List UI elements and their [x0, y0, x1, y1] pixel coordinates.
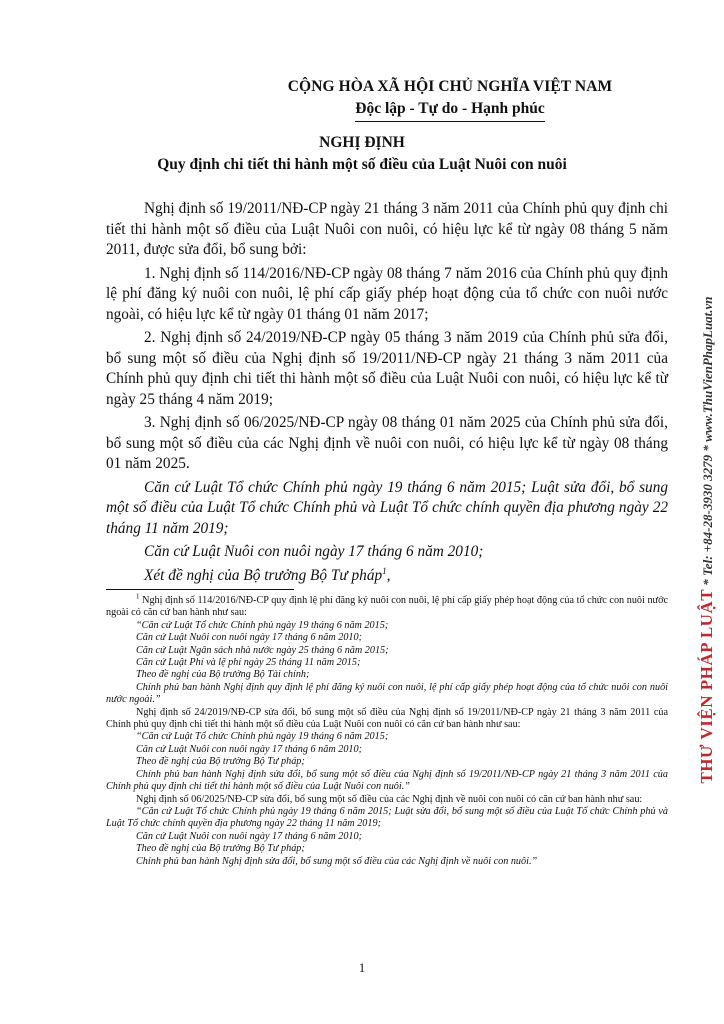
- watermark-brand: THƯ VIỆN PHÁP LUẬT: [697, 588, 716, 784]
- footnote-line: “Căn cứ Luật Tổ chức Chính phủ ngày 19 tháng 6 năm 2015; Luật sửa đổi, bổ sung một số điều của Luật Tổ chức Chính phủ và Luật Tổ chức chính quyền địa phương ngày 22 tháng 11 năm 2019;: [106, 805, 668, 830]
- footnote-1-intro: [106, 592, 668, 620]
- page-number: 1: [358, 960, 366, 975]
- footnote-line: Căn cứ Luật Ngân sách nhà nước ngày 25 tháng 6 năm 2015;: [136, 644, 389, 656]
- footnote-line: Chính phủ ban hành Nghị định quy định lệ phí đăng ký nuôi con nuôi, lệ phí cấp giấy phép hoạt động của tổ chức nuôi con nuôi nước ngoài.”: [106, 681, 668, 706]
- amendment-item-2: 2. Nghị định số 24/2019/NĐ-CP ngày 05 tháng 3 năm 2019 của Chính phủ sửa đổi, bổ sung một số điều của Nghị định số 19/2011/NĐ-CP ngày 21 tháng 3 năm 2011 của Chính phủ quy định chi tiết thi hành một số điều của Luật Nuôi con nuôi, có hiệu lực kể từ ngày 25 tháng 4 năm 2019;: [106, 329, 668, 408]
- footnote-ref[interactable]: 1: [382, 565, 387, 576]
- nation-name: CỘNG HÒA XÃ HỘI CHỦ NGHĨA VIỆT NAM: [287, 78, 613, 95]
- national-header: [254, 76, 646, 122]
- side-watermark: [690, 200, 724, 880]
- footnotes: [106, 592, 668, 868]
- footnote-line: Căn cứ Luật Nuôi con nuôi ngày 17 tháng 6 năm 2010;: [136, 743, 362, 755]
- document-body: [106, 199, 668, 589]
- footnote-divider: [106, 589, 294, 590]
- footnote-line: Căn cứ Luật Nuôi con nuôi ngày 17 tháng 6 năm 2010;: [136, 632, 362, 644]
- amendment-item-1: 1. Nghị định số 114/2016/NĐ-CP ngày 08 tháng 7 năm 2016 của Chính phủ quy định lệ phí đăng ký nuôi con nuôi, lệ phí cấp giấy phép hoạt động của tổ chức con nuôi nước ngoài, có hiệu lực kể từ ngày 01 tháng 01 năm 2017;: [106, 264, 668, 323]
- legal-basis-3-text: Xét đề nghị của Bộ trưởng Bộ Tư pháp: [144, 566, 383, 584]
- footnote-line: Chính phủ ban hành Nghị định sửa đổi, bổ sung một số điều của các Nghị định về nuôi con nuôi.”: [136, 855, 538, 867]
- legal-basis-3-end: ,: [386, 566, 391, 584]
- footnote-line: Theo đề nghị của Bộ trưởng Bộ Tài chính;: [136, 669, 310, 681]
- footnote-1-intro-text: Nghị định số 114/2016/NĐ-CP quy định lệ phí đăng ký nuôi con nuôi, lệ phí cấp giấy phép hoạt động của tổ chức con nuôi nước ngoài có căn cứ ban hành như sau:: [106, 595, 668, 619]
- footnote-line: Căn cứ Luật Phí và lệ phí ngày 25 tháng 11 năm 2015;: [136, 657, 361, 669]
- document-title: [80, 132, 644, 176]
- footnote-line: “Căn cứ Luật Tổ chức Chính phủ ngày 19 tháng 6 năm 2015;: [136, 731, 389, 743]
- footnote-3-intro: Nghị định số 06/2025/NĐ-CP sửa đổi, bổ sung một số điều của các Nghị định về nuôi con nuôi có căn cứ ban hành như sau:: [136, 793, 643, 805]
- watermark-text: [697, 296, 717, 783]
- amendment-item-3: 3. Nghị định số 06/2025/NĐ-CP ngày 08 tháng 01 năm 2025 của Chính phủ sửa đổi, bổ sung một số điều của các Nghị định về nuôi con nuôi, có hiệu lực kể từ ngày 08 tháng 01 năm 2025.: [106, 414, 668, 472]
- footnote-2-intro: Nghị định số 24/2019/NĐ-CP sửa đổi, bổ sung một số điều của Nghị định số 19/2011/NĐ-CP ngày 21 tháng 3 năm 2011 của Chính phủ quy định chi tiết thi hành một số điều của Luật Nuôi con nuôi có căn cứ ban hành như sau:: [106, 706, 668, 731]
- legal-basis-1: Căn cứ Luật Tổ chức Chính phủ ngày 19 tháng 6 năm 2015; Luật sửa đổi, bổ sung một số điều của Luật Tổ chức Chính phủ và Luật Tổ chức chính quyền địa phương ngày 22 tháng 11 năm 2019;: [106, 478, 668, 537]
- footnote-line: Chính phủ ban hành Nghị định sửa đổi, bổ sung một số điều của Nghị định số 19/2011/NĐ-CP ngày 21 tháng 3 năm 2011 của Chính phủ quy định chi tiết thi hành một số điều của Luật Nuôi con nuôi.”: [106, 768, 668, 793]
- legal-basis-3: [106, 566, 668, 587]
- footnote-line: “Căn cứ Luật Tổ chức Chính phủ ngày 19 tháng 6 năm 2015;: [136, 619, 389, 631]
- watermark-contact: * Tel: +84-28-3930 3279 * www.ThuVienPhapLuat.vn: [700, 296, 715, 586]
- footnote-line: Căn cứ Luật Nuôi con nuôi ngày 17 tháng 6 năm 2010;: [136, 830, 362, 842]
- national-motto: Độc lập - Tự do - Hạnh phúc: [355, 98, 544, 122]
- footnote-line: Theo đề nghị của Bộ trưởng Bộ Tư pháp;: [136, 843, 305, 855]
- doc-type: NGHỊ ĐỊNH: [319, 134, 405, 151]
- footnote-marker: 1: [136, 592, 140, 601]
- intro-paragraph: Nghị định số 19/2011/NĐ-CP ngày 21 tháng 3 năm 2011 của Chính phủ quy định chi tiết thi hành một số điều của Luật Nuôi con nuôi, có hiệu lực kể từ ngày 08 tháng 5 năm 2011, được sửa đổi, bổ sung bởi:: [106, 200, 668, 258]
- doc-subject: Quy định chi tiết thi hành một số điều của Luật Nuôi con nuôi: [157, 156, 567, 173]
- legal-basis-2: Căn cứ Luật Nuôi con nuôi ngày 17 tháng 6 năm 2010;: [144, 543, 484, 560]
- footnote-line: Theo đề nghị của Bộ trưởng Bộ Tư pháp;: [136, 756, 305, 768]
